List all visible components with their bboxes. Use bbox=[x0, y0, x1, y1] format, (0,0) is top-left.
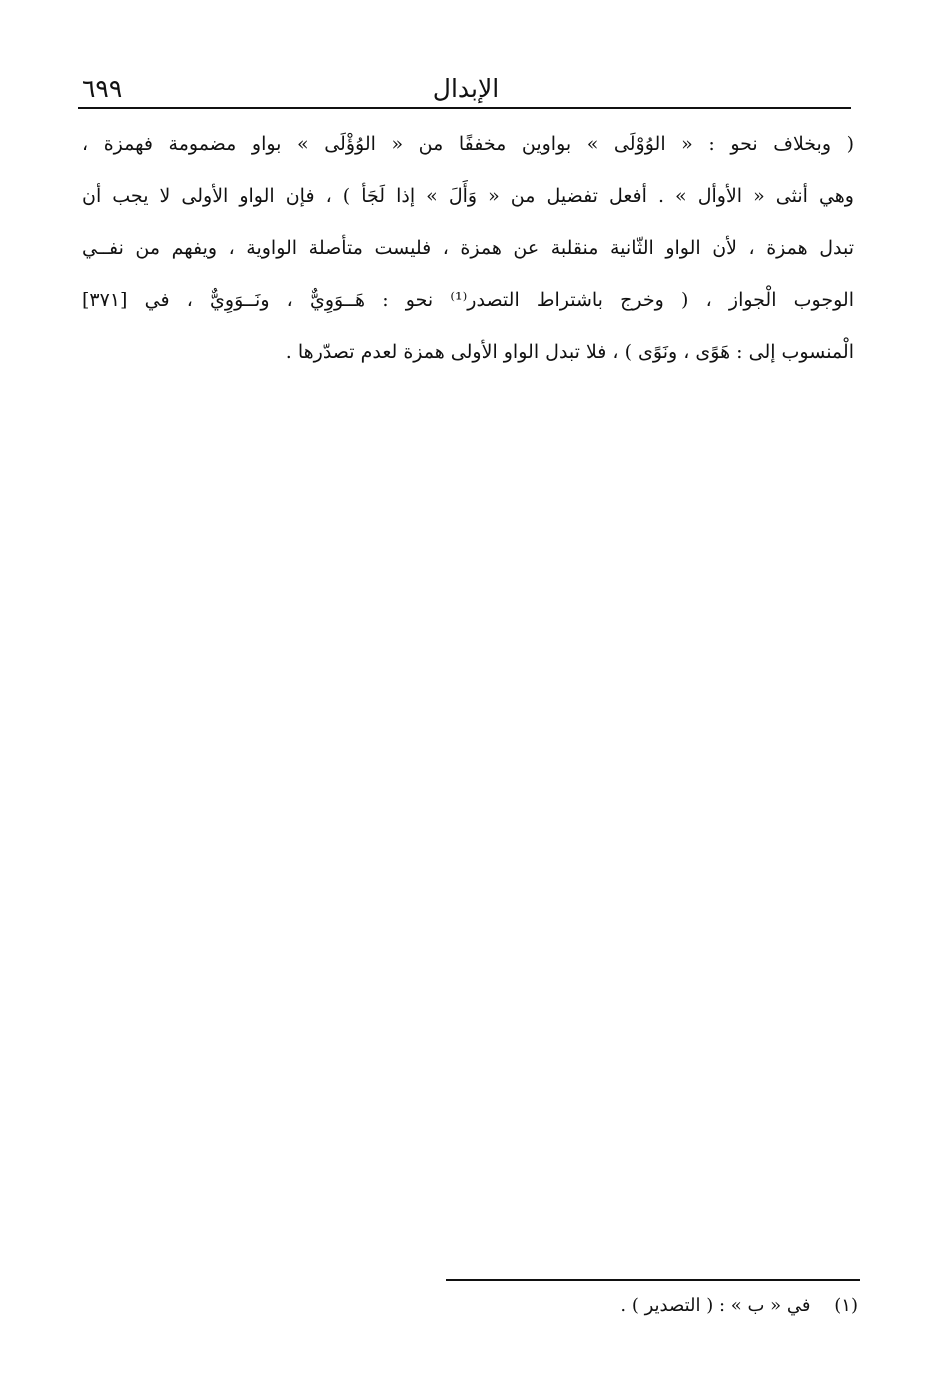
text-line: ( وبخلاف نحو : « الوُوْلَى » بواوين مخففًا من « الوُؤْلَى » بواو مضمومة فهمزة ، bbox=[82, 133, 854, 155]
text-line: الْمنسوب إلى : هَوًى ، ونَوًى ) ، فلا تبدل الواو الأولى همزة لعدم تصدّرها . bbox=[285, 341, 854, 363]
header-rule bbox=[78, 107, 851, 109]
text-line: تبدل همزة ، لأن الواو الثّانية منقلبة عن همزة ، فليست متأصلة الواوية ، ويفهم من نفــي bbox=[82, 237, 854, 259]
footnote bbox=[440, 1288, 858, 1324]
page-number: ٦٩٩ bbox=[82, 74, 123, 103]
footnote-marker: (١) bbox=[834, 1295, 858, 1316]
main-text bbox=[82, 118, 854, 378]
text-line: الوجوب الْجواز ، ( وخرج باشتراط التصدر⁽¹⁾ نحو : هَــوَوِيٌّ ، ونَــوَوِيٌّ ، في [٣٧١] bbox=[82, 289, 854, 311]
footnote-text: في « ب » : ( التصدير ) . bbox=[620, 1295, 811, 1316]
page-header bbox=[82, 72, 850, 110]
running-title: الإبدال bbox=[432, 74, 500, 103]
text-line: وهي أنثى « الأوأل » . أفعل تفضيل من « وَأَلَ » إذا لَجَأ ) ، فإن الواو الأولى لا يجب أن bbox=[82, 185, 854, 207]
footnote-rule bbox=[446, 1279, 860, 1281]
